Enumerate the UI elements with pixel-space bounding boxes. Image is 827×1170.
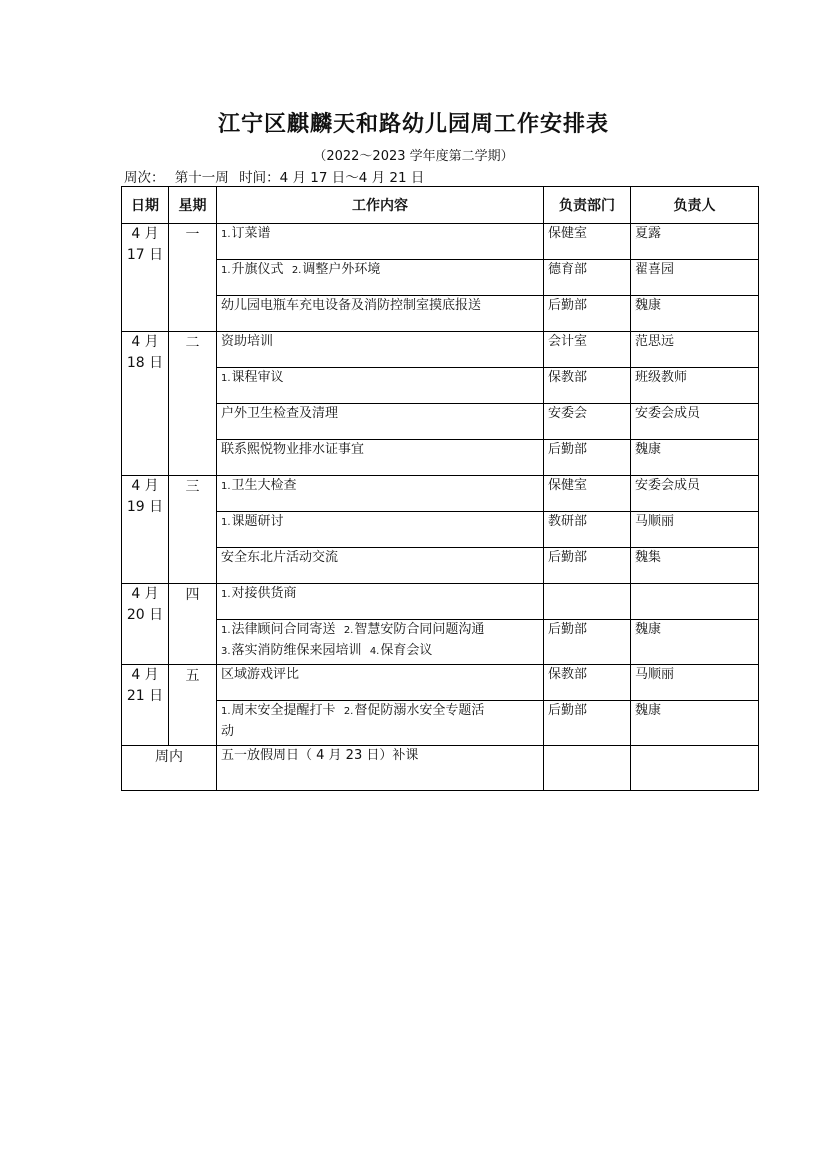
person-cell: 马顺丽 <box>631 665 759 701</box>
item-text: 动 <box>221 724 235 739</box>
work-content-line <box>221 296 539 316</box>
work-content-line <box>221 548 539 568</box>
item-text: 区域游戏评比 <box>221 667 300 682</box>
table-row <box>122 665 759 701</box>
item-text: 资助培训 <box>221 334 274 349</box>
table-row <box>122 260 759 296</box>
date-cell <box>122 332 169 476</box>
weekday-cell: 二 <box>169 332 217 476</box>
weekday-cell: 三 <box>169 476 217 584</box>
date-month: 4 月 <box>131 667 159 683</box>
work-content-cell <box>217 404 544 440</box>
week-label: 周次： <box>124 170 165 186</box>
weekday-cell: 五 <box>169 665 217 746</box>
work-content-line <box>221 224 539 245</box>
department-cell: 后勤部 <box>544 701 631 746</box>
weekly-department <box>544 746 631 791</box>
item-text: 卫生大检查 <box>231 478 297 493</box>
date-month: 4 月 <box>131 478 159 494</box>
table-row <box>122 404 759 440</box>
table-row <box>122 296 759 332</box>
work-content-line <box>221 260 539 281</box>
date-cell <box>122 665 169 746</box>
work-content-cell <box>217 332 544 368</box>
item-number: 1. <box>221 373 231 384</box>
person-cell: 魏康 <box>631 296 759 332</box>
table-row <box>122 620 759 665</box>
schedule-body <box>122 224 759 791</box>
work-content-line <box>221 701 539 722</box>
work-content-line <box>221 512 539 533</box>
item-number: 1. <box>221 517 231 528</box>
person-cell: 马顺丽 <box>631 512 759 548</box>
person-cell: 魏康 <box>631 701 759 746</box>
department-cell: 后勤部 <box>544 440 631 476</box>
work-content-line <box>221 476 539 497</box>
item-text: 升旗仪式 <box>231 262 292 277</box>
item-text: 落实消防维保来园培训 <box>231 643 370 658</box>
work-content-line <box>221 584 539 605</box>
date-cell <box>122 476 169 584</box>
date-month: 4 月 <box>131 226 159 242</box>
work-content-cell <box>217 440 544 476</box>
person-cell: 安委会成员 <box>631 404 759 440</box>
item-text: 课题研讨 <box>231 514 284 529</box>
date-month: 4 月 <box>131 586 159 602</box>
person-cell <box>631 584 759 620</box>
item-number: 3. <box>221 646 231 657</box>
work-content-line <box>221 332 539 352</box>
item-number: 1. <box>221 229 231 240</box>
work-content-cell <box>217 260 544 296</box>
department-cell: 保教部 <box>544 665 631 701</box>
table-header-row <box>122 187 759 224</box>
header-work-content: 工作内容 <box>217 187 544 224</box>
table-row <box>122 332 759 368</box>
item-text: 课程审议 <box>231 370 284 385</box>
person-cell: 魏康 <box>631 620 759 665</box>
date-day: 20 日 <box>126 607 164 623</box>
header-person: 负责人 <box>631 187 759 224</box>
item-text: 安全东北片活动交流 <box>221 550 339 565</box>
person-cell: 翟喜园 <box>631 260 759 296</box>
item-text: 联系熙悦物业排水证事宜 <box>221 442 365 457</box>
item-number: 1. <box>221 265 231 276</box>
table-row <box>122 584 759 620</box>
work-content-cell <box>217 665 544 701</box>
item-text: 保育会议 <box>380 643 433 658</box>
item-number: 1. <box>221 589 231 600</box>
work-content-line <box>221 665 539 685</box>
time-value: 4 月 17 日～4 月 21 日 <box>279 170 425 186</box>
department-cell: 教研部 <box>544 512 631 548</box>
work-content-cell <box>217 620 544 665</box>
department-cell: 后勤部 <box>544 620 631 665</box>
work-content-cell <box>217 296 544 332</box>
weekly-content: 五一放假周日（ 4 月 23 日）补课 <box>217 746 544 791</box>
work-content-cell <box>217 476 544 512</box>
work-content-cell <box>217 584 544 620</box>
schedule-table <box>121 186 759 791</box>
header-weekday: 星期 <box>169 187 217 224</box>
department-cell: 安委会 <box>544 404 631 440</box>
work-content-cell <box>217 368 544 404</box>
department-cell: 保健室 <box>544 476 631 512</box>
person-cell: 魏集 <box>631 548 759 584</box>
person-cell: 夏露 <box>631 224 759 260</box>
table-row <box>122 548 759 584</box>
person-cell: 安委会成员 <box>631 476 759 512</box>
weekday-cell: 四 <box>169 584 217 665</box>
date-month: 4 月 <box>131 334 159 350</box>
department-cell: 后勤部 <box>544 548 631 584</box>
week-value: 第十一周 <box>174 170 229 186</box>
weekly-row <box>122 746 759 791</box>
item-number: 2. <box>291 265 302 276</box>
item-text: 户外卫生检查及清理 <box>221 406 339 421</box>
item-number: 1. <box>221 481 231 492</box>
work-content-line <box>221 404 539 424</box>
work-content-cell <box>217 701 544 746</box>
item-number: 4. <box>369 646 380 657</box>
item-text: 订菜谱 <box>231 226 271 241</box>
department-cell: 后勤部 <box>544 296 631 332</box>
week-info-line <box>124 166 430 186</box>
work-content-cell <box>217 512 544 548</box>
work-content-cell <box>217 548 544 584</box>
item-text: 周末安全提醒打卡 <box>231 703 344 718</box>
work-content-line <box>221 440 539 460</box>
time-label: 时间： <box>239 170 280 186</box>
item-text: 法律顾问合同寄送 <box>231 622 344 637</box>
department-cell: 保健室 <box>544 224 631 260</box>
header-department: 负责部门 <box>544 187 631 224</box>
department-cell: 保教部 <box>544 368 631 404</box>
department-cell: 会计室 <box>544 332 631 368</box>
date-day: 21 日 <box>126 688 164 704</box>
date-day: 18 日 <box>126 355 164 371</box>
person-cell: 范思远 <box>631 332 759 368</box>
weekly-label: 周内 <box>122 746 217 791</box>
item-text: 督促防溺水安全专题活 <box>354 703 485 718</box>
person-cell: 班级教师 <box>631 368 759 404</box>
work-content-line <box>221 368 539 389</box>
table-row <box>122 440 759 476</box>
date-cell <box>122 224 169 332</box>
table-row <box>122 512 759 548</box>
item-text: 幼儿园电瓶车充电设备及消防控制室摸底报送 <box>221 298 482 313</box>
semester-subtitle: （2022～2023 学年度第二学期） <box>313 149 514 164</box>
date-day: 17 日 <box>126 247 164 263</box>
person-cell: 魏康 <box>631 440 759 476</box>
table-row <box>122 224 759 260</box>
table-row <box>122 476 759 512</box>
item-number: 2. <box>343 625 354 636</box>
table-row <box>122 701 759 746</box>
header-date: 日期 <box>122 187 169 224</box>
table-row <box>122 368 759 404</box>
item-text: 调整户外环境 <box>302 262 381 277</box>
work-content-cell <box>217 224 544 260</box>
page-title: 江宁区麒麟天和路幼儿园周工作安排表 <box>217 111 609 137</box>
department-cell: 德育部 <box>544 260 631 296</box>
item-number: 2. <box>343 706 354 717</box>
date-cell <box>122 584 169 665</box>
weekday-cell: 一 <box>169 224 217 332</box>
item-number: 1. <box>221 625 231 636</box>
weekly-person <box>631 746 759 791</box>
item-text: 对接供货商 <box>231 586 297 601</box>
date-day: 19 日 <box>126 499 164 515</box>
work-content-line <box>221 722 539 742</box>
item-text: 智慧安防合同问题沟通 <box>354 622 485 637</box>
work-content-line <box>221 620 539 641</box>
department-cell <box>544 584 631 620</box>
item-number: 1. <box>221 706 231 717</box>
work-content-line <box>221 641 539 662</box>
